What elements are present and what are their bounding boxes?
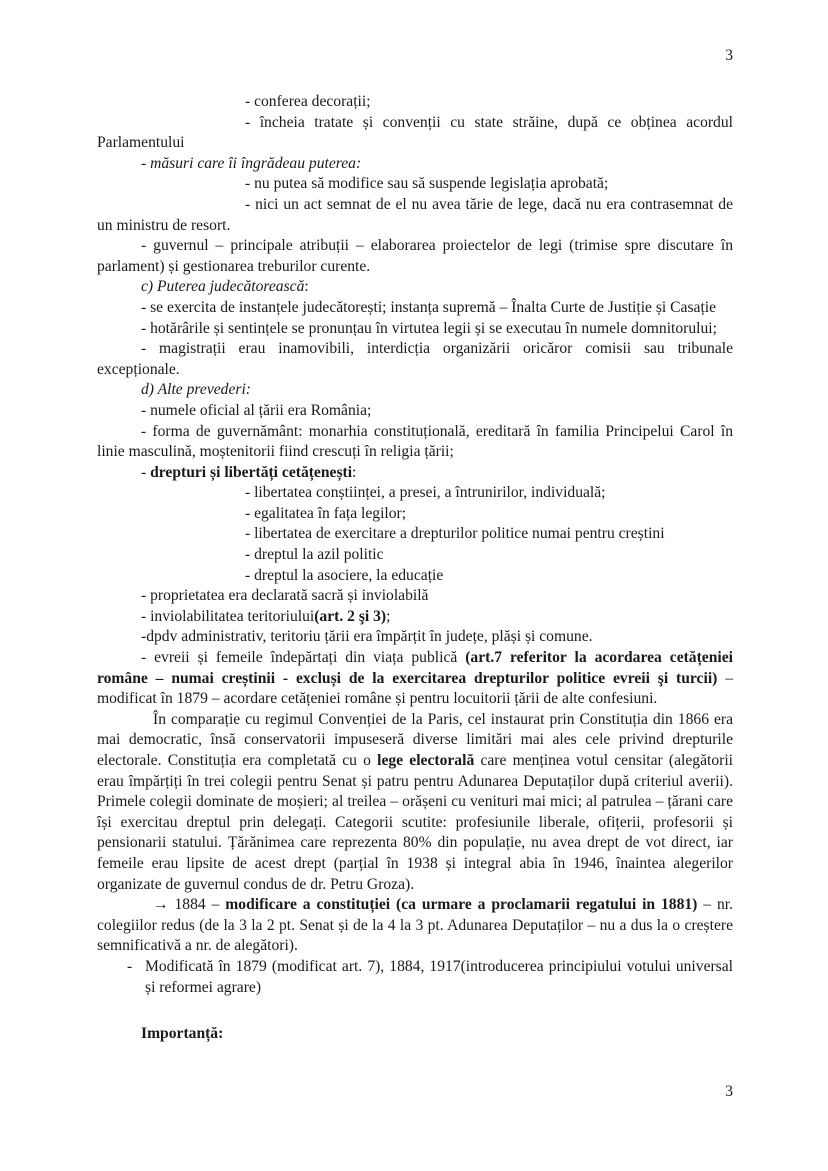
paragraph-heading-drepturi-libertati	[97, 463, 733, 484]
inviolabilitate-text: - inviolabilitatea teritoriului	[141, 607, 315, 625]
list-item-modificata-1879	[97, 957, 733, 998]
paragraph-conferea-decoratii: - conferea decorații;	[245, 93, 371, 110]
paragraph-libertatea-drepturi-politice: - libertatea de exercitare a drepturilor politice numai pentru creștini	[245, 525, 665, 543]
evrei-femei-modificat-1879: – modificat în 1879 – acordare cetățeniei române și pentru locuitorii țării de alte confesiuni.	[97, 669, 733, 708]
paragraph-se-exercita-instantele: - se exercita de instanțele judecătorești; instanța supremă – Înalta Curte de Justiție și Casație	[141, 298, 717, 316]
list-item-modificata-text: Modificată în 1879 (modificat art. 7), 1884, 1917(introducerea principiului votului universal și reformei agrare)	[145, 957, 733, 996]
paragraph-numele-oficial-romania: - numele oficial al țării era România;	[141, 401, 372, 419]
paragraph-evrei-femei-viata-publica	[97, 648, 733, 710]
comparatie-intro: În comparație cu regimul Convenției de la Paris, cel instaurat prin Constituția din 1866 era mai democratic, însă conservatorii impuseseră diverse limitări mai ales cele privind drepturile electorale. Constituția era completată cu o	[97, 710, 733, 769]
page-number-header: 3	[725, 47, 733, 64]
paragraph-incheia-tratate: - încheia tratate și convenții cu state străine, după ce obținea acordul Parlamentului	[97, 113, 733, 152]
modificare-constitutie-term: modificare a constituției (ca urmare a proclamarii regatului in 1881)	[225, 896, 698, 914]
paragraph-comparatie-conventia-paris	[97, 710, 733, 895]
inviolabilitate-punctuatie: ;	[386, 607, 391, 625]
paragraph-heading-puterea-judecatoreasca	[97, 277, 733, 298]
paragraph-hotararile-sentintele: - hotărârile și sentințele se pronunțau în virtutea legii și se executau în numele domnitorului;	[141, 319, 717, 337]
document-body	[97, 92, 733, 1045]
paragraph-nici-un-act-semnat: - nici un act semnat de el nu avea tărie de lege, dacă nu era contrasemnat de un ministru de resort.	[97, 195, 733, 234]
arrow-1884-prefix: → 1884 –	[153, 896, 226, 914]
paragraph-magistratii-inamovibili: - magistrații erau inamovibili, interdicția organizării oricăror comisii sau tribunale excepționale.	[97, 340, 733, 378]
drepturi-libertati-text: drepturi și libertăți cetățenești	[150, 463, 353, 481]
inviolabilitate-articole: (art. 2 şi 3)	[314, 607, 387, 625]
paragraph-heading-alte-prevederi: d) Alte prevederi:	[141, 381, 251, 399]
page-number-footer: 3	[725, 1083, 733, 1100]
paragraph-libertatea-constiintei: - libertatea conștiinței, a presei, a întrunirilor, individuală;	[245, 484, 606, 502]
vertical-spacer	[97, 998, 733, 1024]
evrei-femei-intro: - evreii și femeile îndepărtați din viața publică	[141, 649, 466, 667]
paragraph-egalitatea-in-fata-legilor: - egalitatea în fața legilor;	[245, 504, 407, 522]
list-item-dash-marker: -	[127, 957, 133, 975]
drepturi-colon: :	[352, 463, 357, 481]
drepturi-dash: -	[141, 463, 151, 481]
paragraph-masuri-ingradeau-puterea: - măsuri care îi îngrădeau puterea:	[141, 154, 362, 172]
paragraph-dreptul-asociere-educatie: - dreptul la asociere, la educație	[245, 566, 444, 584]
paragraph-1884-modificare-constitutie	[97, 895, 733, 957]
evrei-femei-articol7: (art.7 referitor la acordarea cetățeniei române – numai creștinii - excluși de la exercitarea drepturilor politice evreii şi turcii)	[97, 649, 733, 687]
heading-importanta: Importanță:	[141, 1025, 224, 1043]
paragraph-proprietatea-sacra: - proprietatea era declarată sacră și inviolabilă	[141, 587, 429, 605]
comparatie-rest: care menținea votul censitar (alegătorii erau împărțiți în trei colegii pentru Senat și patru pentru Adunarea Deputaților după criteriul averii). Primele colegii dominate de moșieri; al treilea – orășeni cu venituri mai mici; al patrulea – țărani care își exercitau dreptul prin delegați. Categorii scutite: profesiunile liberale, ofițerii, profesorii și pensionarii statului. Țărănimea care reprezenta 80% din populație, nu avea drept de vot direct, iar femeile erau lipsite de acest drept (parțial în 1938 și integral abia în 1946, înaintea alegerilor organizate de guvernul condus de dr. Petru Groza).	[97, 752, 733, 893]
heading-puterea-judecatoreasca-text: c) Puterea judecătorească	[141, 278, 305, 296]
paragraph-guvernul-atributii: - guvernul – principale atribuții – elaborarea proiectelor de legi (trimise spre discutare în parlament) și gestionarea treburilor curente.	[97, 237, 733, 275]
paragraph-dpdv-administrativ: -dpdv administrativ, teritoriu țării era împărțit în județe, plăși și comune.	[141, 628, 593, 646]
lege-electorala-term: lege electorală	[377, 752, 475, 769]
heading-puterea-judecatoreasca-colon: :	[304, 278, 309, 296]
paragraph-nu-putea-modifice: - nu putea să modifice sau să suspende legislația aprobată;	[245, 175, 609, 193]
paragraph-dreptul-azil-politic: - dreptul la azil politic	[245, 546, 384, 564]
modificare-constitutie-rest: – nr. colegiilor redus (de la 3 la 2 pt. Senat și de la 4 la 3 pt. Adunarea Deputaților – nu a dus la o creștere semnificativă a nr. de alegători).	[97, 896, 734, 955]
paragraph-inviolabilitatea-teritoriului	[97, 607, 733, 628]
paragraph-forma-de-guvernamant: - forma de guvernământ: monarhia constituțională, ereditară în familia Principelui Carol în linie masculină, moștenitorii fiind crescuți în religia țării;	[97, 422, 733, 461]
